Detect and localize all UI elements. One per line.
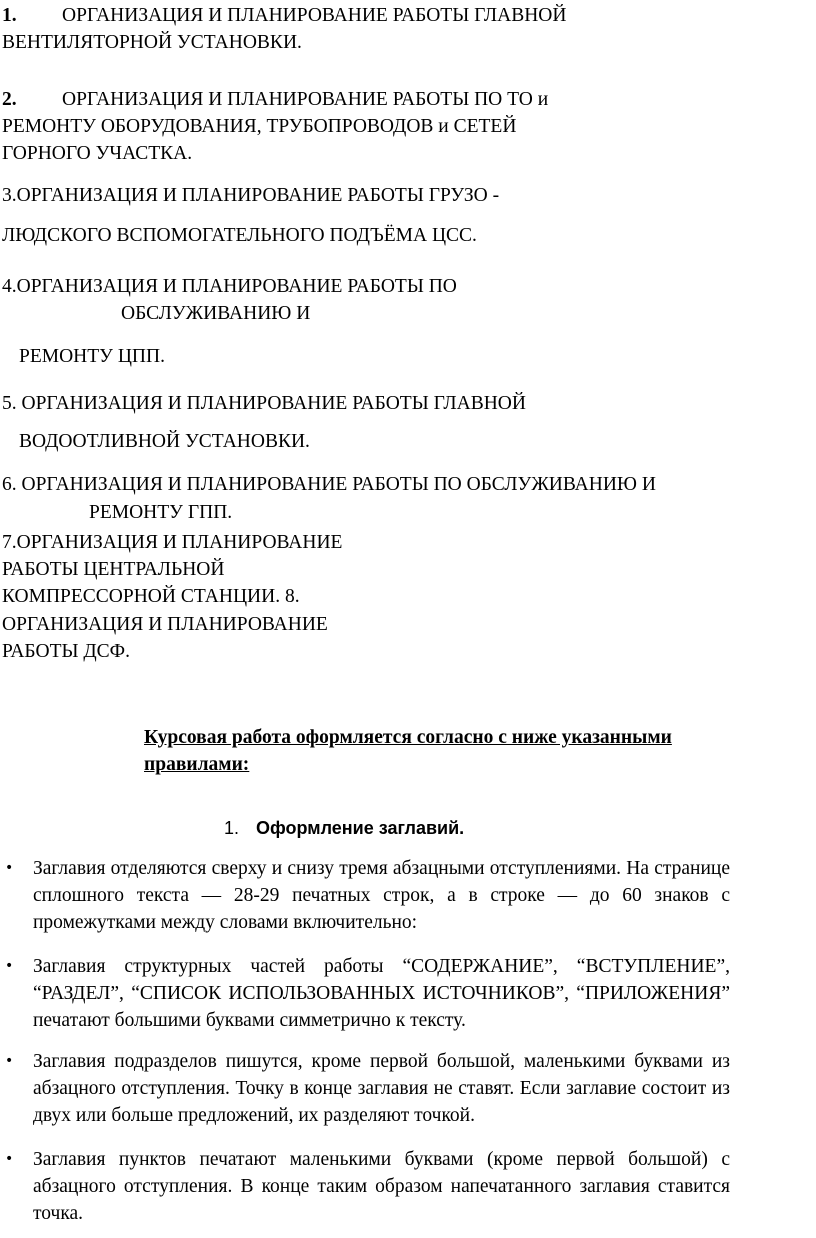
topic-2-number: 2. [2, 89, 17, 110]
topic-2-title-line3: ГОРНОГО УЧАСТКА. [2, 143, 193, 164]
topic-1-title-line1: ОРГАНИЗАЦИЯ И ПЛАНИРОВАНИЕ РАБОТЫ ГЛАВНОЙ [62, 5, 567, 26]
bullet-1-text: Заглавия отделяются сверху и снизу тремя абзацными отступлениями. На странице сплошного текста — 28-29 печатных строк, а в строке — до 60 знаков с промежутками между словами включительно: [33, 858, 730, 933]
topic-6-title-line2: РЕМОНТУ ГПП. [89, 502, 233, 523]
topic-7-title-line3: КОМПРЕССОРНОЙ СТАНЦИИ. 8. [2, 586, 300, 607]
topic-7-title-line1: 7.ОРГАНИЗАЦИЯ И ПЛАНИРОВАНИЕ [2, 532, 343, 553]
rules-heading-line1: Курсовая работа оформляется согласно с ниже указанными [144, 727, 672, 748]
rules-heading-line2: правилами: [144, 754, 250, 775]
topic-4-title-line3: РЕМОНТУ ЦПП. [19, 346, 165, 367]
topic-1-title-line2: ВЕНТИЛЯТОРНОЙ УСТАНОВКИ. [2, 32, 302, 53]
topic-8-title-line2: РАБОТЫ ДСФ. [2, 641, 130, 662]
bullet-1-marker: • [5, 860, 14, 876]
section-1-title: Оформление заглавий. [256, 818, 465, 838]
bullet-3-text: Заглавия подразделов пишутся, кроме первой большой, маленькими буквами из абзацного отступления. Точку в конце заглавия не ставят. Если заглавие состоит из двух или больше предложений, их разделяют точкой. [33, 1051, 730, 1126]
bullet-3-marker: • [5, 1053, 14, 1069]
topic-3-title-line2: ЛЮДСКОГО ВСПОМОГАТЕЛЬНОГО ПОДЪЁМА ЦСС. [2, 225, 477, 246]
topic-3-title-line1: 3.ОРГАНИЗАЦИЯ И ПЛАНИРОВАНИЕ РАБОТЫ ГРУЗО - [2, 185, 500, 206]
bullet-4-marker: • [5, 1151, 14, 1167]
topic-2-title-line1: ОРГАНИЗАЦИЯ И ПЛАНИРОВАНИЕ РАБОТЫ ПО ТО и [62, 89, 549, 110]
section-1-number: 1. [224, 818, 240, 838]
topic-4-title-line1: 4.ОРГАНИЗАЦИЯ И ПЛАНИРОВАНИЕ РАБОТЫ ПО [2, 276, 457, 297]
bullet-2-marker: • [5, 958, 14, 974]
topic-2-title-line2: РЕМОНТУ ОБОРУДОВАНИЯ, ТРУБОПРОВОДОВ и СЕТЕЙ [2, 116, 517, 137]
topic-8-title-line1: ОРГАНИЗАЦИЯ И ПЛАНИРОВАНИЕ [2, 614, 328, 635]
topic-5-title-line1: 5. ОРГАНИЗАЦИЯ И ПЛАНИРОВАНИЕ РАБОТЫ ГЛАВНОЙ [2, 393, 526, 414]
bullet-4-text: Заглавия пунктов печатают маленькими буквами (кроме первой большой) с абзацного отступления. В конце таким образом напечатанного заглавия ставится точка. [33, 1149, 730, 1224]
bullet-2-text: Заглавия структурных частей работы “СОДЕРЖАНИЕ”, “ВСТУПЛЕНИЕ”, “РАЗДЕЛ”, “СПИСОК ИСПОЛЬЗОВАННЫХ ИСТОЧНИКОВ”, “ПРИЛОЖЕНИЯ” печатают большими буквами симметрично к тексту. [33, 956, 730, 1031]
topic-1-number: 1. [2, 5, 17, 26]
topic-4-title-line2: ОБСЛУЖИВАНИЮ И [121, 303, 311, 324]
topic-5-title-line2: ВОДООТЛИВНОЙ УСТАНОВКИ. [19, 431, 310, 452]
topic-7-title-line2: РАБОТЫ ЦЕНТРАЛЬНОЙ [2, 559, 225, 580]
topic-6-title-line1: 6. ОРГАНИЗАЦИЯ И ПЛАНИРОВАНИЕ РАБОТЫ ПО ОБСЛУЖИВАНИЮ И [2, 474, 656, 495]
